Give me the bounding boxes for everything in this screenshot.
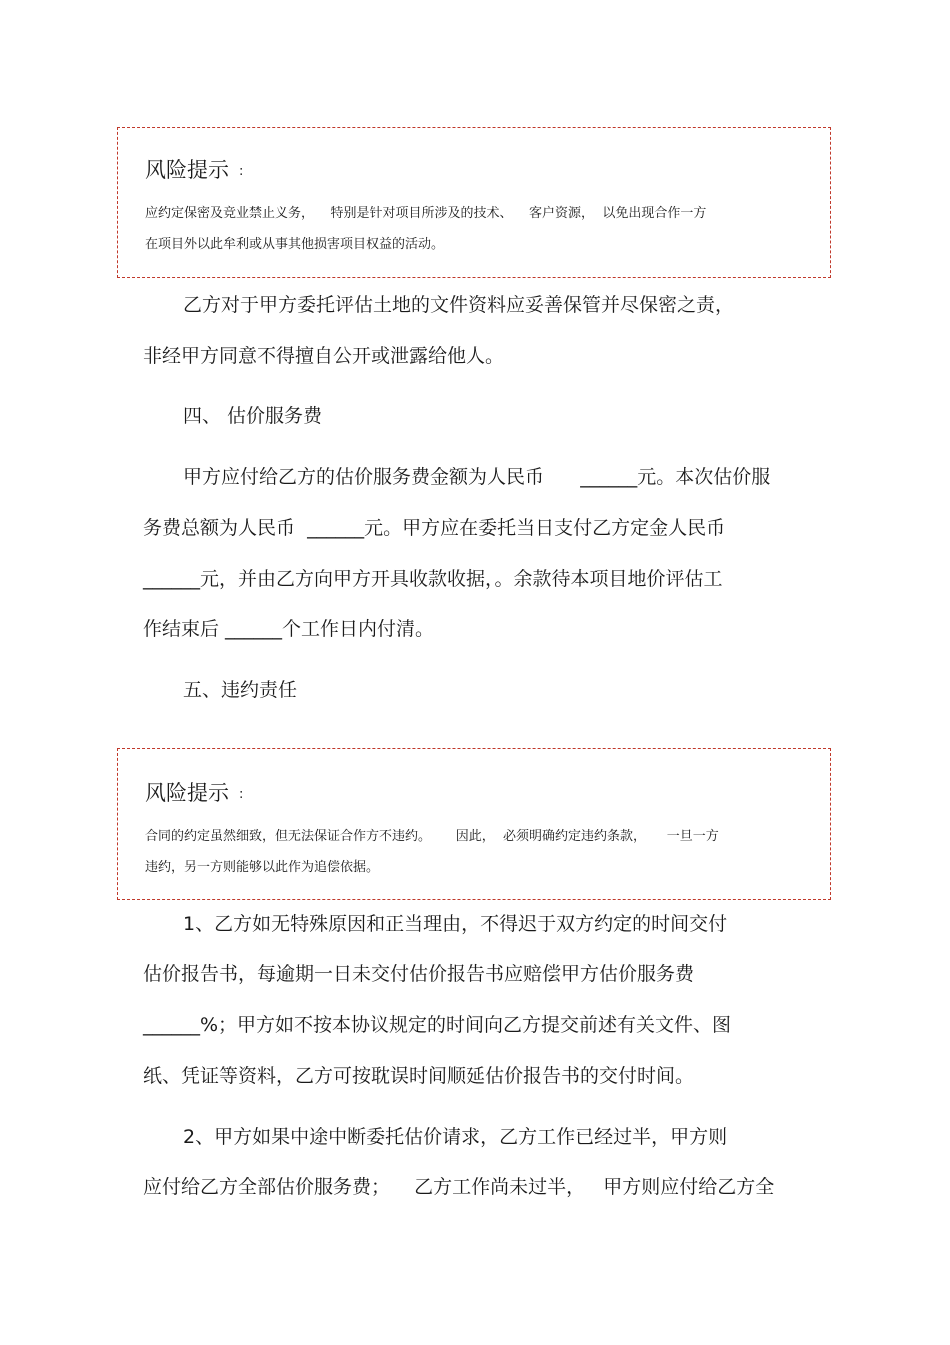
paragraph-confidentiality-line-2: 非经甲方同意不得擅自公开或泄露给他人。 xyxy=(143,345,505,367)
paragraph-fee-line-4: 作结束后 ______个工作日内付清。 xyxy=(143,618,435,640)
paragraph-fee-line-3: ______元，并由乙方向甲方开具收款收据，。余款待本项目地价评估工 xyxy=(143,568,723,590)
clause-1-line-3: ______%；甲方如不按本协议规定的时间向乙方提交前述有关文件、图 xyxy=(143,1014,732,1036)
clause-1-line-2: 估价报告书，每逾期一日未交付估价报告书应赔偿甲方估价服务费 xyxy=(143,963,695,985)
paragraph-confidentiality-line-1: 乙方对于甲方委托评估土地的文件资料应妥善保管并尽保密之责， xyxy=(183,294,735,316)
clause-2-line-2: 应付给乙方全部估价服务费； 乙方工作尚未过半， 甲方则应付给乙方全 xyxy=(143,1176,775,1198)
risk-notice-line: 在项目外以此牟利或从事其他损害项目权益的活动。 xyxy=(145,237,445,252)
risk-notice-title xyxy=(145,154,243,184)
paragraph-fee-line-1: 甲方应付给乙方的估价服务费金额为人民币 ______元。本次估价服 xyxy=(183,466,771,488)
risk-notice-title xyxy=(145,777,243,807)
risk-notice-title-text: 风险提示 xyxy=(145,158,229,182)
section-heading-breach-liability: 五、违约责任 xyxy=(183,679,298,701)
paragraph-fee-line-2: 务费总额为人民币 ______元。甲方应在委托当日支付乙方定金人民币 xyxy=(143,517,726,539)
risk-notice-title-text: 风险提示 xyxy=(145,781,229,805)
clause-2-line-1: 2、甲方如果中途中断委托估价请求，乙方工作已经过半，甲方则 xyxy=(183,1126,728,1148)
clause-1-line-1: 1、乙方如无特殊原因和正当理由，不得迟于双方约定的时间交付 xyxy=(183,913,728,935)
risk-notice-line: 违约，另一方则能够以此作为追偿依据。 xyxy=(145,860,380,875)
risk-notice-colon: : xyxy=(239,163,244,179)
risk-notice-colon: : xyxy=(239,786,244,802)
risk-notice-line: 合同的约定虽然细致，但无法保证合作方不违约。 因此， 必须明确约定违约条款， 一旦一方 xyxy=(145,829,719,844)
clause-1-line-4: 纸、凭证等资料，乙方可按耽误时间顺延估价报告书的交付时间。 xyxy=(143,1065,695,1087)
section-heading-valuation-fee: 四、 估价服务费 xyxy=(183,405,323,427)
risk-notice-box-confidentiality xyxy=(117,127,831,278)
risk-notice-line: 应约定保密及竞业禁止义务， 特别是针对项目所涉及的技术、 客户资源， 以免出现合作一方 xyxy=(145,206,707,221)
risk-notice-box-breach xyxy=(117,748,831,900)
